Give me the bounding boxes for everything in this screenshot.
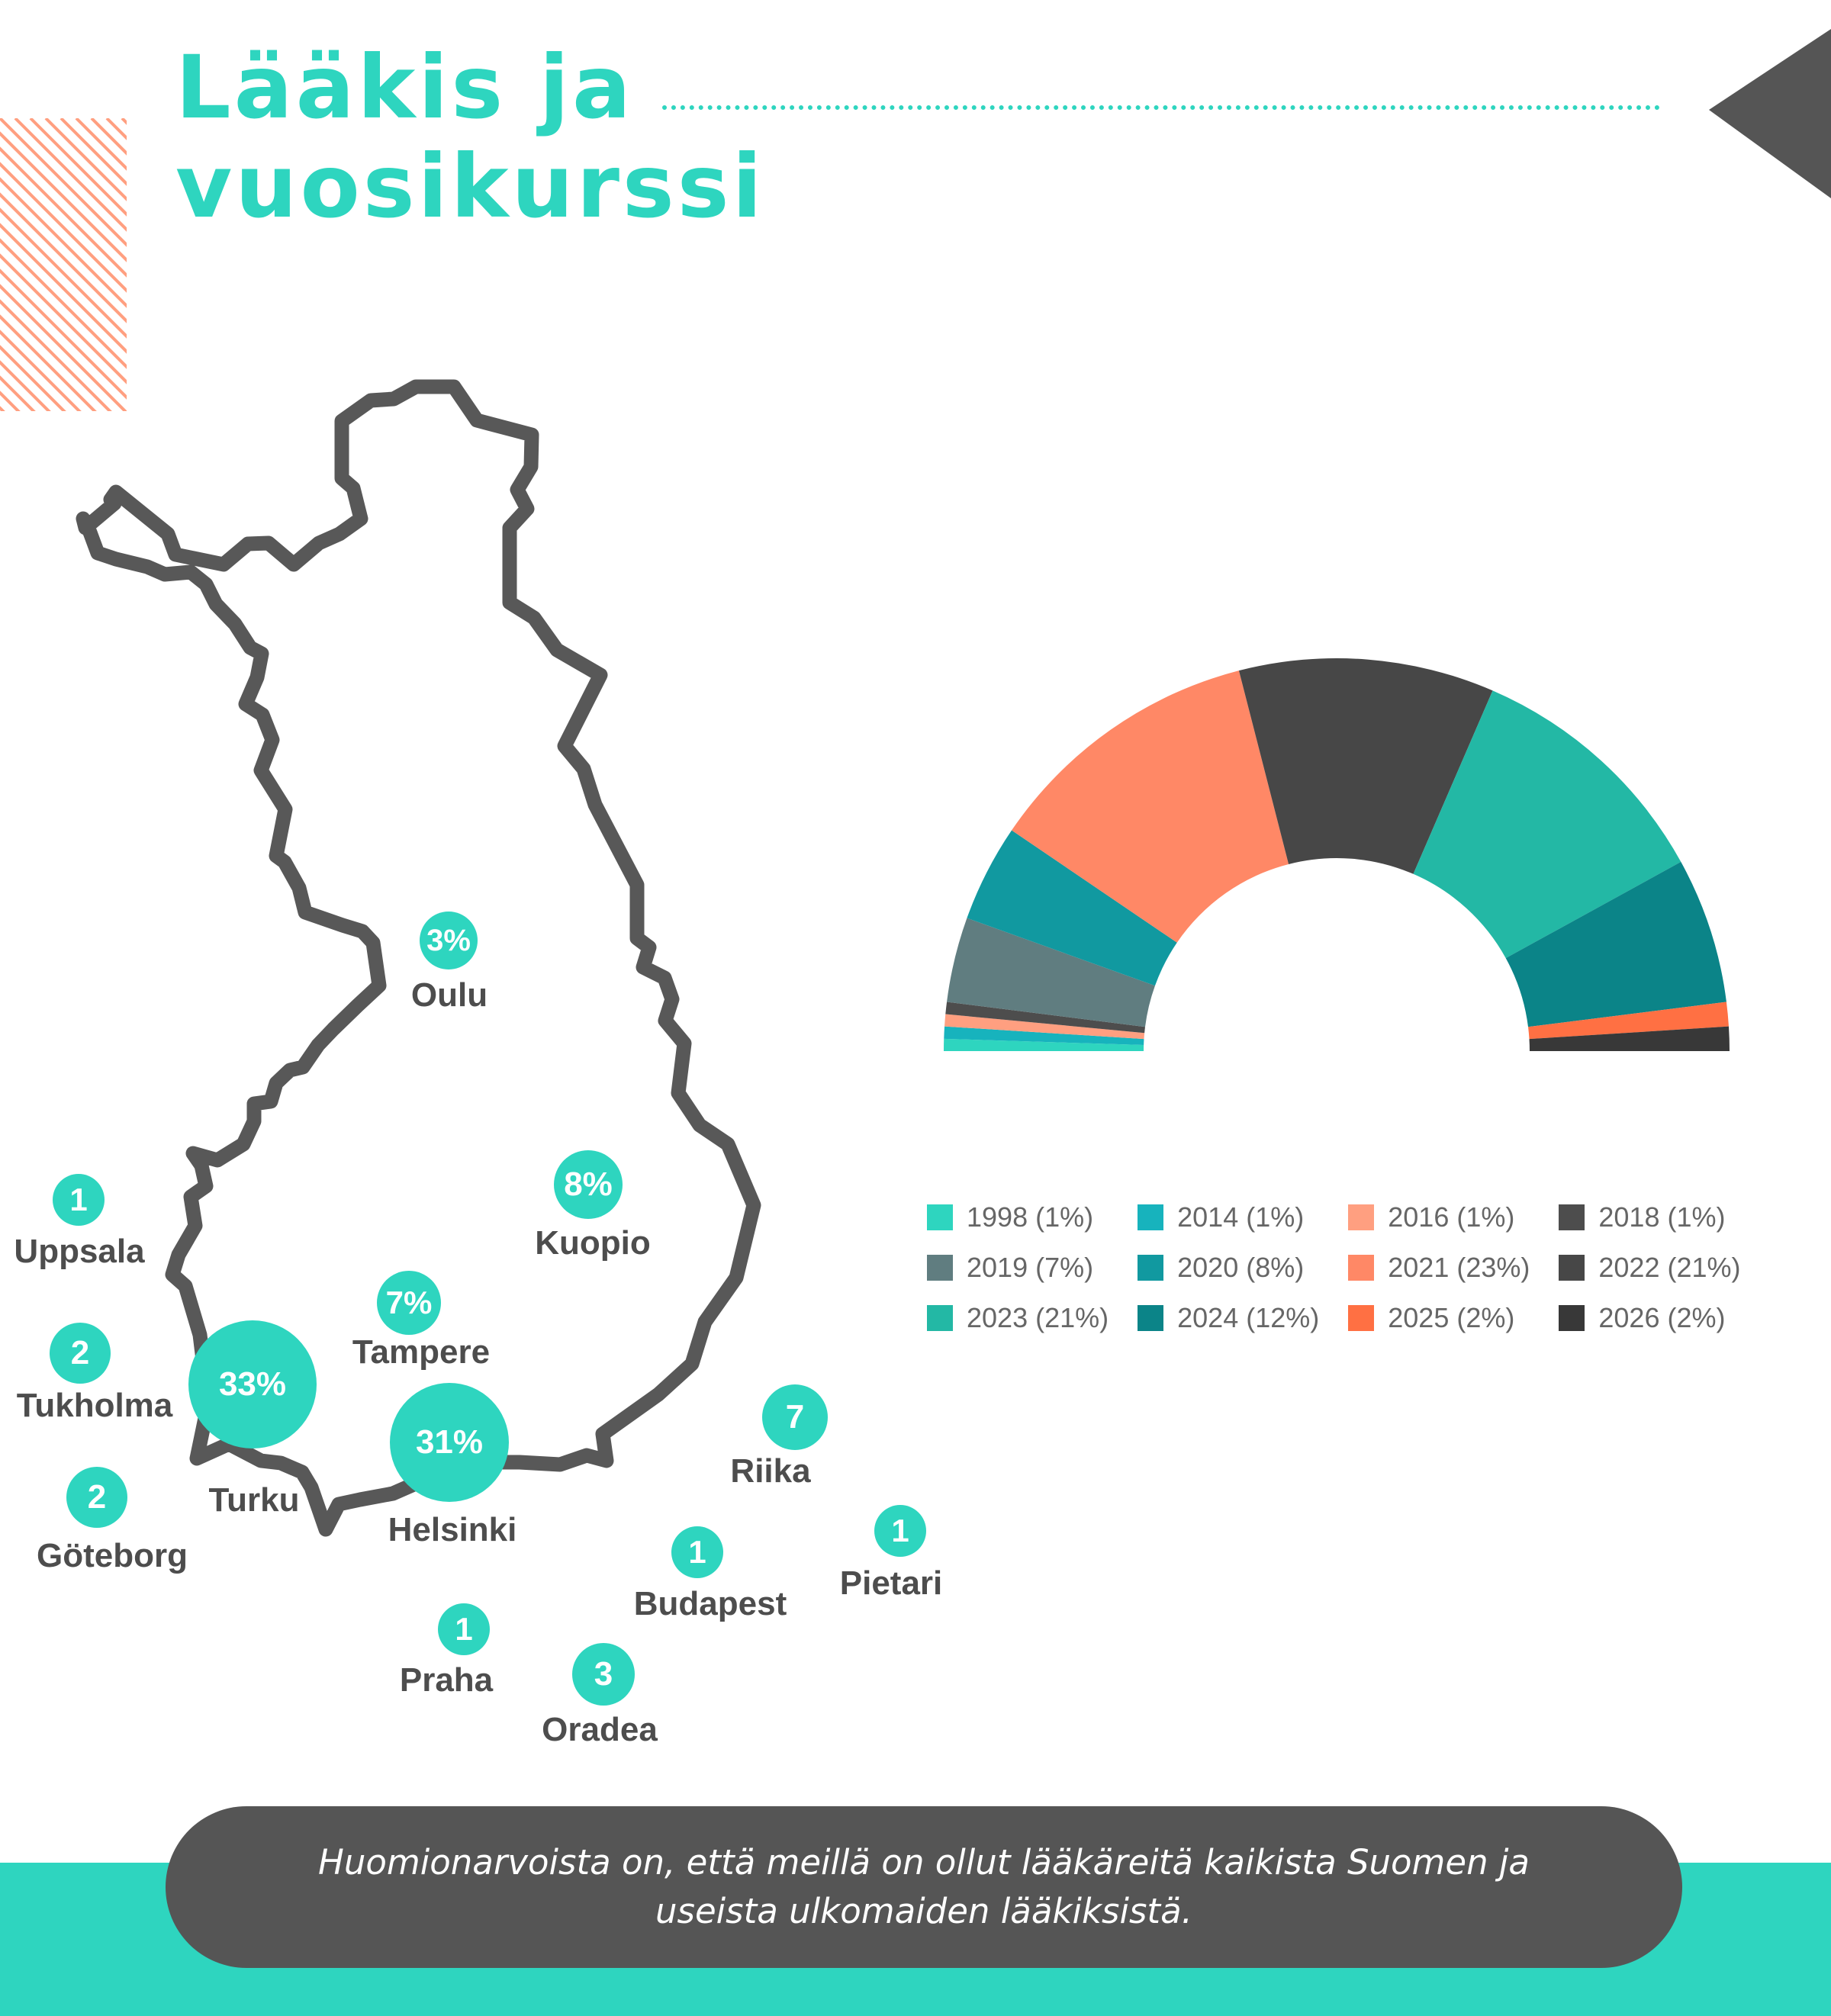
- city-value-budapest: 1: [671, 1526, 723, 1578]
- city-label-turku: Turku: [208, 1481, 300, 1519]
- legend-swatch: [1348, 1255, 1374, 1281]
- city-label-helsinki: Helsinki: [388, 1511, 517, 1548]
- legend-label: 2016 (1%): [1388, 1201, 1515, 1233]
- legend-item-2020: [1138, 1252, 1319, 1284]
- legend-swatch: [1138, 1204, 1163, 1230]
- legend-item-2026: [1559, 1302, 1740, 1334]
- donut-slices: [944, 658, 1730, 1051]
- footer-line-2: useista ulkomaiden lääkiksistä.: [655, 1891, 1192, 1931]
- city-value-kuopio: 8%: [554, 1150, 623, 1219]
- legend-label: 2018 (1%): [1598, 1201, 1726, 1233]
- legend-label: 2020 (8%): [1177, 1252, 1305, 1283]
- footer-text: [230, 1838, 1618, 1936]
- corner-triangle-icon: [1709, 29, 1831, 198]
- city-label-goteborg: Göteborg: [37, 1537, 188, 1574]
- legend-label: 2023 (21%): [967, 1302, 1109, 1333]
- footer-line-1: Huomionarvoista on, että meillä on ollut lääkäreitä kaikista Suomen ja: [318, 1842, 1530, 1883]
- legend-item-2024: [1138, 1302, 1319, 1334]
- title-line-2: vuosikurssi: [175, 136, 765, 237]
- city-value-riika: 7: [762, 1384, 828, 1450]
- chart-legend: [927, 1201, 1774, 1334]
- city-value-oulu: 3%: [420, 912, 478, 969]
- city-value-goteborg: 2: [66, 1467, 127, 1528]
- legend-item-2019: [927, 1252, 1109, 1284]
- legend-swatch: [1559, 1255, 1585, 1281]
- city-label-budapest: Budapest: [633, 1585, 787, 1622]
- legend-label: 2021 (23%): [1388, 1252, 1530, 1283]
- legend-label: 2014 (1%): [1177, 1201, 1305, 1233]
- legend-swatch: [1348, 1305, 1374, 1331]
- legend-item-2014: [1138, 1201, 1319, 1233]
- city-value-helsinki: 31%: [390, 1383, 509, 1502]
- legend-item-2023: [927, 1302, 1109, 1334]
- legend-label: 2026 (2%): [1598, 1302, 1726, 1333]
- city-label-tukholma: Tukholma: [16, 1387, 173, 1424]
- legend-swatch: [1559, 1204, 1585, 1230]
- city-value-oradea: 3: [572, 1643, 635, 1706]
- city-label-kuopio: Kuopio: [535, 1224, 651, 1262]
- city-label-praha: Praha: [399, 1661, 494, 1699]
- city-label-oulu: Oulu: [410, 976, 488, 1014]
- legend-label: 2025 (2%): [1388, 1302, 1515, 1333]
- city-value-tampere: 7%: [377, 1271, 441, 1335]
- city-value-tukholma: 2: [50, 1323, 111, 1384]
- legend-swatch: [1348, 1204, 1374, 1230]
- legend-swatch: [1559, 1305, 1585, 1331]
- legend-label: 1998 (1%): [967, 1201, 1094, 1233]
- city-value-pietari: 1: [874, 1505, 926, 1557]
- legend-label: 2022 (21%): [1598, 1252, 1741, 1283]
- legend-item-2025: [1348, 1302, 1530, 1334]
- legend-swatch: [1138, 1305, 1163, 1331]
- legend-item-2018: [1559, 1201, 1740, 1233]
- semi-donut-chart: [916, 648, 1755, 1076]
- legend-swatch: [927, 1204, 953, 1230]
- city-label-uppsala: Uppsala: [14, 1233, 145, 1270]
- legend-swatch: [927, 1255, 953, 1281]
- title-line-1: Lääkis ja: [175, 37, 634, 138]
- legend-item-2022: [1559, 1252, 1740, 1284]
- legend-swatch: [1138, 1255, 1163, 1281]
- city-value-turku: 33%: [188, 1320, 317, 1448]
- legend-label: 2024 (12%): [1177, 1302, 1320, 1333]
- legend-swatch: [927, 1305, 953, 1331]
- legend-label: 2019 (7%): [967, 1252, 1094, 1283]
- city-label-oradea: Oradea: [542, 1711, 658, 1748]
- city-label-tampere: Tampere: [352, 1333, 491, 1371]
- city-value-uppsala: 1: [53, 1174, 105, 1226]
- city-label-pietari: Pietari: [839, 1564, 943, 1602]
- footer-note: [166, 1806, 1682, 1968]
- legend-item-2016: [1348, 1201, 1530, 1233]
- city-label-riika: Riika: [730, 1452, 811, 1490]
- city-value-praha: 1: [438, 1603, 490, 1655]
- legend-item-1998: [927, 1201, 1109, 1233]
- legend-item-2021: [1348, 1252, 1530, 1284]
